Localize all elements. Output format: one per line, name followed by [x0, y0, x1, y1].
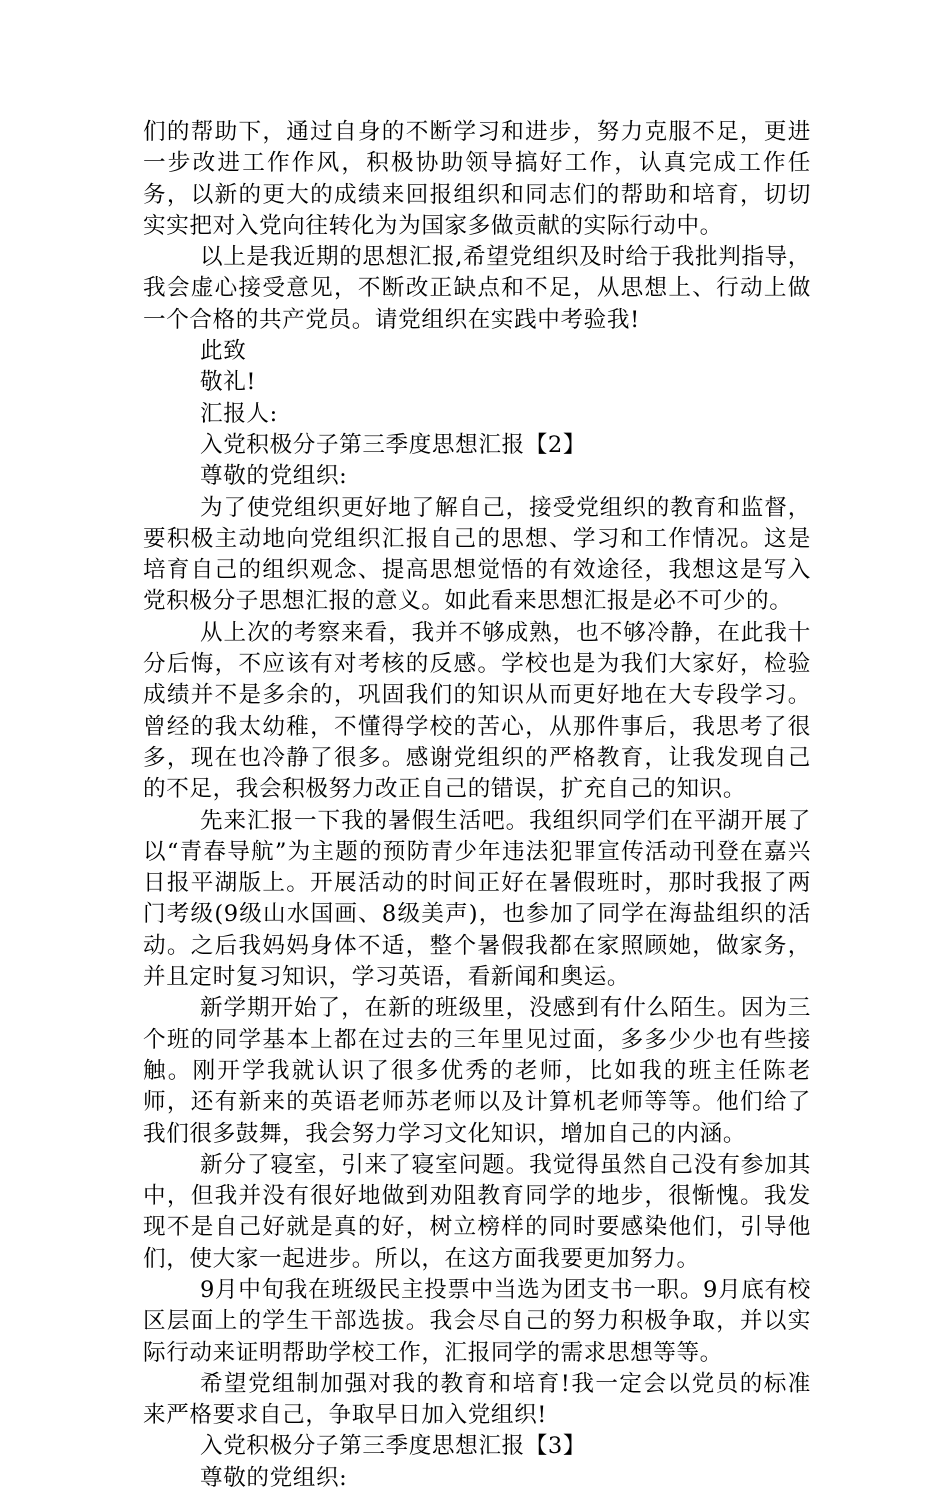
paragraph-body: 从上次的考察来看，我并不够成熟，也不够冷静，在此我十分后悔，不应该有对考核的反感。学校也是为我们大家好，检验成绩并不是多余的，巩固我们的知识从而更好地在大专段学习。曾经的我太幼稚，不懂得学校的苦心，从那件事后，我思考了很多，现在也冷静了很多。感谢党组织的严格教育，让我发现自己的不足，我会积极努力改正自己的错误，扩充自己的知识。: [143, 619, 811, 803]
paragraph-body: 为了使党组织更好地了解自己，接受党组织的教育和监督，要积极主动地向党组织汇报自己的思想、学习和工作情况。这是培育自己的组织观念、提高思想觉悟的有效途径，我想这是写入党积极分子思想汇报的意义。如此看来思想汇报是必不可少的。: [143, 494, 811, 615]
section-heading-3: 入党积极分子第三季度思想汇报【3】: [200, 1433, 587, 1460]
closing-salutation: 此致: [200, 338, 247, 365]
closing-respect: 敬礼!: [200, 369, 257, 396]
paragraph-continuation: 们的帮助下，通过自身的不断学习和进步，努力克服不足，更进一步改进工作作风，积极协助领导搞好工作，认真完成工作任务，以新的更大的成绩来回报组织和同志们的帮助和培育，切切实实把对入党向往转化为为国家多做贡献的实际行动中。: [143, 119, 811, 239]
paragraph-body: 希望党组制加强对我的教育和培育!我一定会以党员的标准来严格要求自己，争取早日加入党组织!: [143, 1370, 811, 1429]
section-heading-2: 入党积极分子第三季度思想汇报【2】: [200, 431, 587, 458]
document-body: [143, 117, 811, 1494]
greeting: 尊敬的党组织:: [200, 1464, 348, 1491]
paragraph-body: 9月中旬我在班级民主投票中当选为团支书一职。9月底有校区层面上的学生干部选拔。我会尽自己的努力积极争取，并以实际行动来证明帮助学校工作，汇报同学的需求思想等等。: [143, 1276, 811, 1366]
reporter-label: 汇报人:: [200, 400, 278, 427]
greeting: 尊敬的党组织:: [200, 463, 348, 490]
paragraph-body: 新学期开始了，在新的班级里，没感到有什么陌生。因为三个班的同学基本上都在过去的三年里见过面，多多少少也有些接触。刚开学我就认识了很多优秀的老师，比如我的班主任陈老师，还有新来的英语老师苏老师以及计算机老师等等。他们给了我们很多鼓舞，我会努力学习文化知识，增加自己的内涵。: [143, 995, 811, 1147]
paragraph-summary: 以上是我近期的思想汇报,希望党组织及时给于我批判指导，我会虚心接受意见，不断改正缺点和不足，从思想上、行动上做一个合格的共产党员。请党组织在实践中考验我!: [143, 244, 811, 333]
paragraph-body: 先来汇报一下我的暑假生活吧。我组织同学们在平湖开展了以“青春导航”为主题的预防青少年违法犯罪宣传活动刊登在嘉兴日报平湖版上。开展活动的时间正好在暑假班时，那时我报了两门考级(9级山水国画、8级美声)，也参加了同学在海盐组织的活动。之后我妈妈身体不适，整个暑假我都在家照顾她，做家务，并且定时复习知识，学习英语，看新闻和奥运。: [143, 807, 811, 991]
paragraph-body: 新分了寝室，引来了寝室问题。我觉得虽然自己没有参加其中，但我并没有很好地做到劝阻教育同学的地步，很惭愧。我发现不是自己好就是真的好，树立榜样的同时要感染他们，引导他们，使大家一起进步。所以，在这方面我要更加努力。: [143, 1151, 811, 1272]
